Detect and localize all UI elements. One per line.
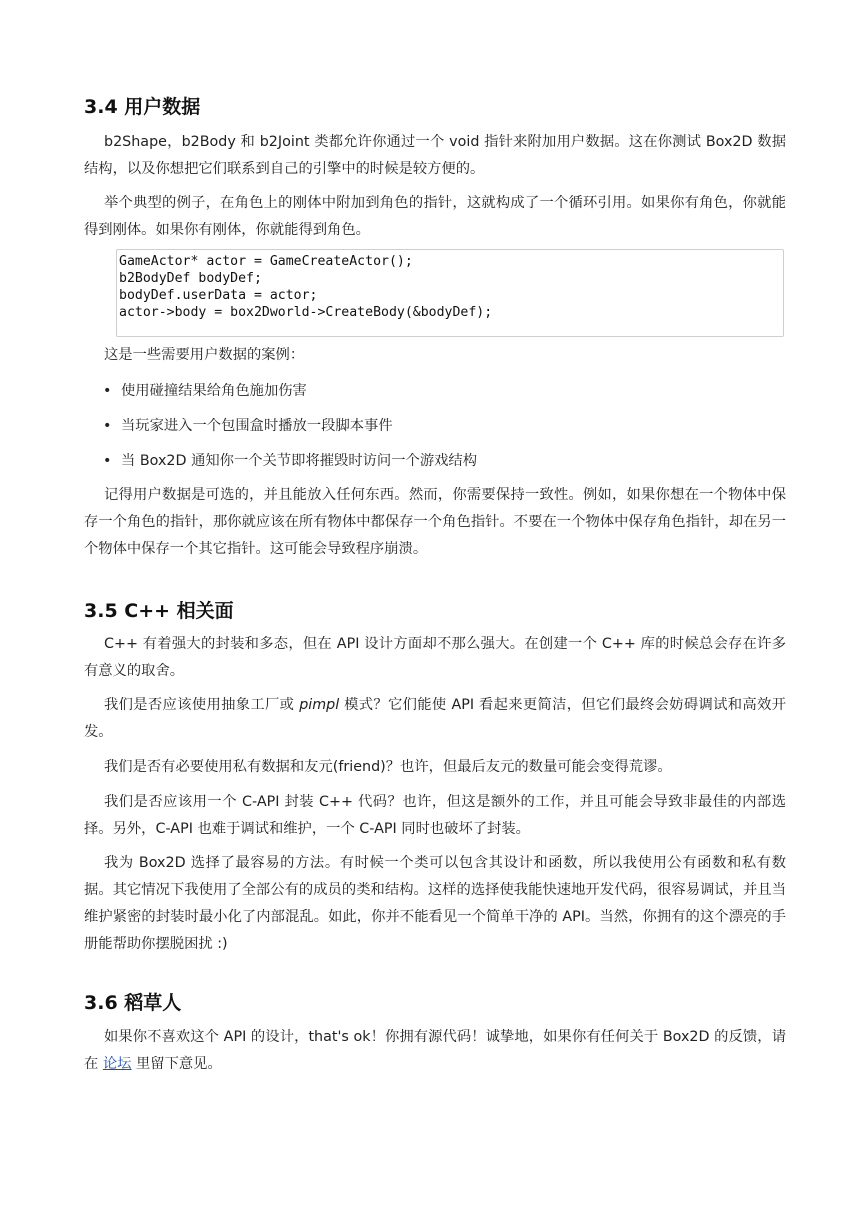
- bullet-icon: •: [103, 418, 112, 434]
- paragraph: 举个典型的例子，在角色上的刚体中附加到角色的指针，这就构成了一个循环引用。如果你有角色，你就能得到刚体。如果你有刚体，你就能得到角色。: [84, 195, 786, 238]
- code-line: bodyDef.userData = actor;: [119, 288, 318, 303]
- list-item-text: 使用碰撞结果给角色施加伤害: [121, 383, 307, 399]
- list-item-text: 当 Box2D 通知你一个关节即将摧毁时访问一个游戏结构: [121, 453, 478, 469]
- bullet-icon: •: [103, 453, 112, 469]
- forum-link[interactable]: 论坛: [102, 1056, 132, 1072]
- code-line: b2BodyDef bodyDef;: [119, 271, 262, 286]
- paragraph-text: 模式？它们能使 API 看起来更简洁，但它们最终会妨碍调试和高效开发。: [84, 697, 787, 740]
- paragraph: b2Shape，b2Body 和 b2Joint 类都允许你通过一个 void 指针来附加用户数据。这在你测试 Box2D 数据结构，以及你想把它们联系到自己的引擎中的时候是较方便的。: [84, 134, 786, 177]
- list-item: [103, 451, 477, 471]
- paragraph: 我们是否应该用一个 C-API 封装 C++ 代码？也许，但这是额外的工作，并且可能会导致非最佳的内部选择。另外，C-API 也难于调试和维护，一个 C-API 同时也破坏了封装。: [84, 794, 786, 837]
- section-heading-3-5: 3.5 C++ 相关面: [84, 600, 234, 622]
- paragraph: 记得用户数据是可选的，并且能放入任何东西。然而，你需要保持一致性。例如，如果你想在一个物体中保存一个角色的指针，那你就应该在所有物体中都保存一个角色指针。不要在一个物体中保存角色指针，却在另一个物体中保存一个其它指针。这可能会导致程序崩溃。: [84, 487, 786, 557]
- paragraph: [84, 692, 786, 746]
- section-heading-3-4: 3.4 用户数据: [84, 96, 201, 118]
- paragraph-text: 里留下意见。: [131, 1056, 222, 1072]
- paragraph-text: 如果你不喜欢这个 API 的设计，that's ok！你拥有源代码！诚挚地，如果你有任何关于 Box2D 的反馈，请在: [84, 1029, 786, 1072]
- paragraph: 我们是否有必要使用私有数据和友元(friend)？也许，但最后友元的数量可能会变得荒谬。: [104, 759, 672, 775]
- paragraph-text: 我们是否应该使用抽象工厂或: [104, 697, 300, 713]
- bullet-icon: •: [103, 383, 112, 399]
- code-block: [116, 249, 784, 337]
- list-item: [103, 416, 393, 436]
- code-line: GameActor* actor = GameCreateActor();: [119, 254, 413, 269]
- paragraph: 我为 Box2D 选择了最容易的方法。有时候一个类可以包含其设计和函数，所以我使用公有函数和私有数据。其它情况下我使用了全部公有的成员的类和结构。这样的选择使我能快速地开发代码，很容易调试，并且当维护紧密的封装时最小化了内部混乱。如此，你并不能看见一个简单干净的 API。当然，你拥有的这个漂亮的手册能帮助你摆脱困扰 :): [84, 855, 786, 952]
- code-line: actor->body = box2Dworld->CreateBody(&bodyDef);: [119, 305, 493, 320]
- paragraph: C++ 有着强大的封装和多态，但在 API 设计方面却不那么强大。在创建一个 C++ 库的时候总会存在许多有意义的取舍。: [84, 636, 786, 679]
- paragraph: [84, 1024, 786, 1078]
- emphasis-text: pimpl: [299, 697, 340, 713]
- section-heading-3-6: 3.6 稻草人: [84, 992, 182, 1014]
- list-item: [103, 381, 307, 401]
- list-item-text: 当玩家进入一个包围盒时播放一段脚本事件: [121, 418, 393, 434]
- paragraph: 这是一些需要用户数据的案例：: [104, 347, 305, 363]
